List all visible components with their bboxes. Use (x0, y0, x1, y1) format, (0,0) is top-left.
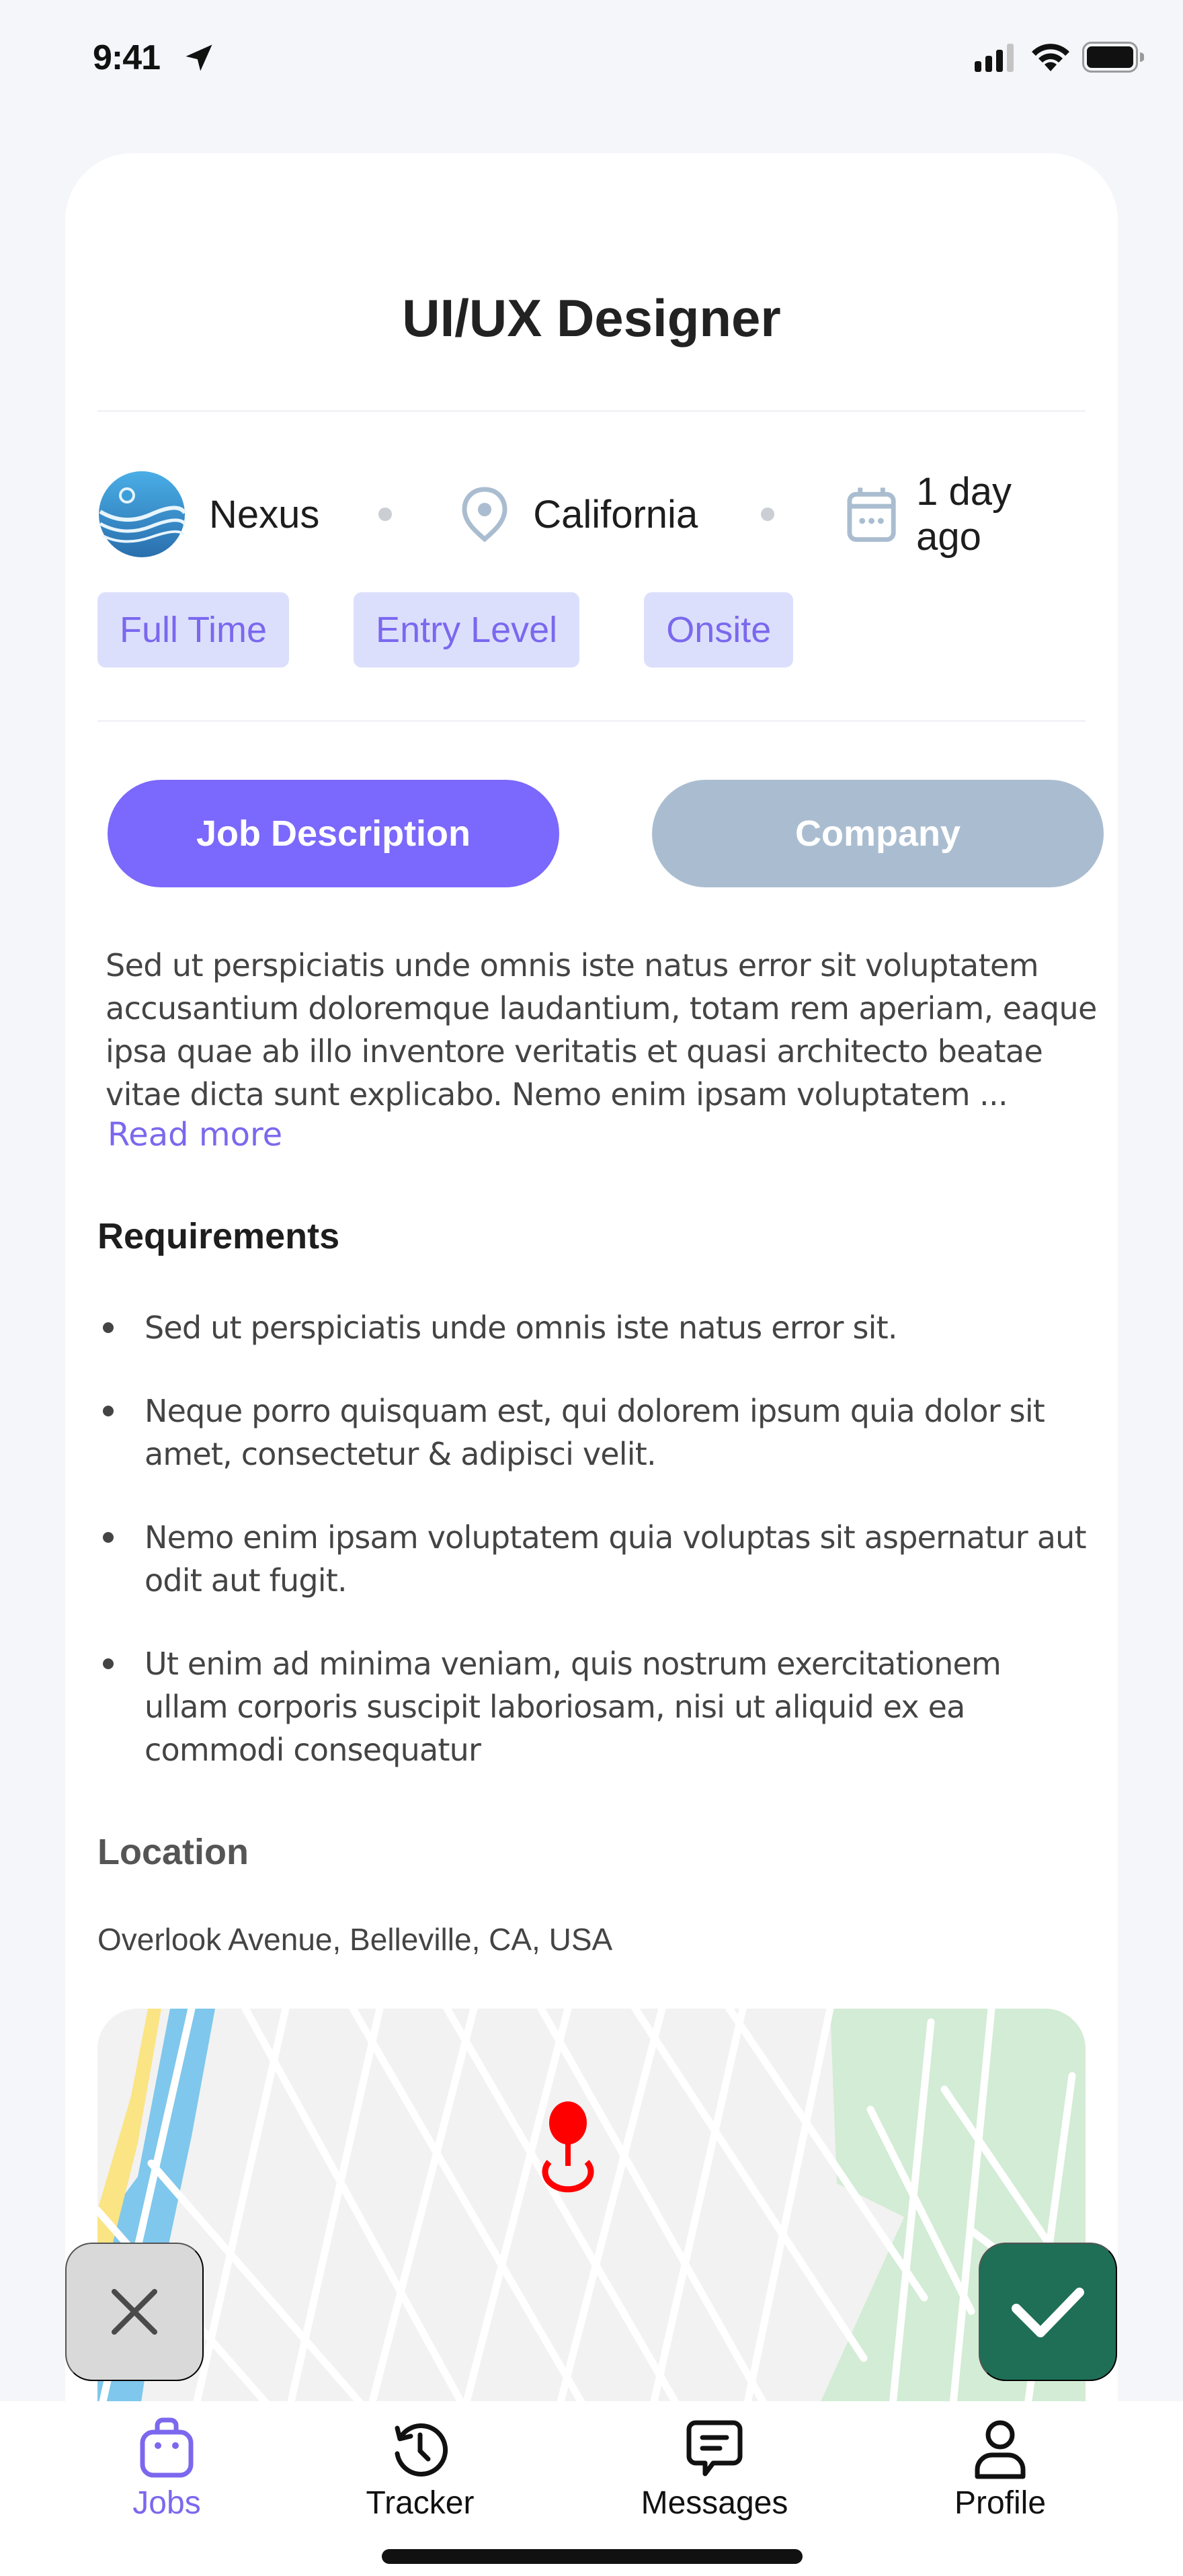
bullet (103, 1658, 114, 1669)
requirement-text: Neque porro quisquam est, qui dolorem ipsum quia dolor sit amet, consectetur & adipisci velit. (145, 1393, 1045, 1472)
cellular-signal-icon (975, 42, 1019, 72)
location-arrow-icon (181, 40, 216, 75)
job-meta-row (97, 469, 1086, 559)
requirement-text: Ut enim ad minima veniam, quis nostrum exercitationem ullam corporis suscipit laboriosam, nisi ut aliquid ex ea commodi consequatur (145, 1646, 1001, 1768)
divider (97, 720, 1086, 722)
tab-company[interactable]: Company (652, 780, 1104, 887)
posted-time: 1 day ago (916, 470, 1012, 559)
requirement-item (97, 1306, 1092, 1349)
nav-item-tracker[interactable] (319, 2401, 521, 2522)
job-location: California (533, 492, 698, 536)
company-logo (97, 470, 186, 559)
posted-info (846, 469, 1086, 559)
requirement-text: Sed ut perspiciatis unde omnis iste natus error sit. (145, 1310, 897, 1346)
bullet (103, 1532, 114, 1543)
company-name: Nexus (209, 492, 320, 536)
nav-item-jobs[interactable] (66, 2401, 268, 2522)
tag-work-mode: Onsite (644, 592, 793, 668)
tag-employment-type: Full Time (97, 592, 289, 668)
requirement-item (97, 1642, 1092, 1771)
job-detail-card (65, 153, 1118, 2439)
divider (97, 410, 1086, 412)
location-heading: Location (97, 1832, 249, 1872)
wifi-icon (1030, 42, 1071, 73)
nav-label: Profile (954, 2485, 1047, 2521)
nav-label: Jobs (132, 2485, 201, 2521)
nav-item-profile[interactable] (899, 2401, 1101, 2522)
map-graphic (97, 2009, 1086, 2425)
read-more-link[interactable]: Read more (108, 1116, 283, 1154)
location-map[interactable] (97, 2009, 1086, 2425)
close-icon (110, 2288, 159, 2336)
requirement-item (97, 1516, 1092, 1602)
briefcase-icon (134, 2416, 199, 2481)
tag-experience-level: Entry Level (354, 592, 579, 668)
checkmark-icon (1011, 2282, 1085, 2342)
separator-dot (761, 508, 774, 521)
person-icon (968, 2416, 1032, 2481)
requirements-heading: Requirements (97, 1216, 340, 1256)
reject-button[interactable] (65, 2243, 204, 2381)
requirement-text: Nemo enim ipsam voluptatem quia voluptas sit aspernatur aut odit aut fugit. (145, 1519, 1086, 1599)
job-tags (97, 592, 793, 668)
status-indicators (975, 42, 1144, 73)
bullet (103, 1322, 114, 1333)
chat-bubble-icon (682, 2416, 747, 2481)
home-indicator[interactable] (382, 2549, 803, 2564)
history-clock-icon (388, 2416, 452, 2481)
job-description-text: Sed ut perspiciatis unde omnis iste natus error sit voluptatem accusantium doloremque laudantium, totam rem aperiam, eaque ipsa quae ab illo inventore veritatis et quasi architecto beatae vitae dicta sunt explicabo. Nemo enim ipsam voluptatem ... (106, 947, 1097, 1113)
location-info (459, 485, 698, 543)
company-info[interactable] (97, 470, 319, 559)
detail-tabs (108, 780, 1104, 887)
requirements-list (97, 1306, 1092, 1812)
requirement-item (97, 1390, 1092, 1476)
separator-dot (378, 508, 392, 521)
accept-button[interactable] (979, 2243, 1117, 2381)
job-address: Overlook Avenue, Belleville, CA, USA (97, 1922, 613, 1957)
nav-item-messages[interactable] (614, 2401, 815, 2522)
calendar-icon (846, 486, 897, 542)
job-title: UI/UX Designer (402, 288, 781, 348)
location-pin-icon (459, 485, 510, 543)
status-bar (0, 0, 1183, 114)
tab-job-description[interactable]: Job Description (108, 780, 559, 887)
bullet (103, 1406, 114, 1416)
status-time: 9:41 (93, 38, 161, 77)
battery-icon (1082, 42, 1144, 73)
nav-label: Messages (641, 2485, 788, 2521)
nav-label: Tracker (366, 2485, 475, 2521)
